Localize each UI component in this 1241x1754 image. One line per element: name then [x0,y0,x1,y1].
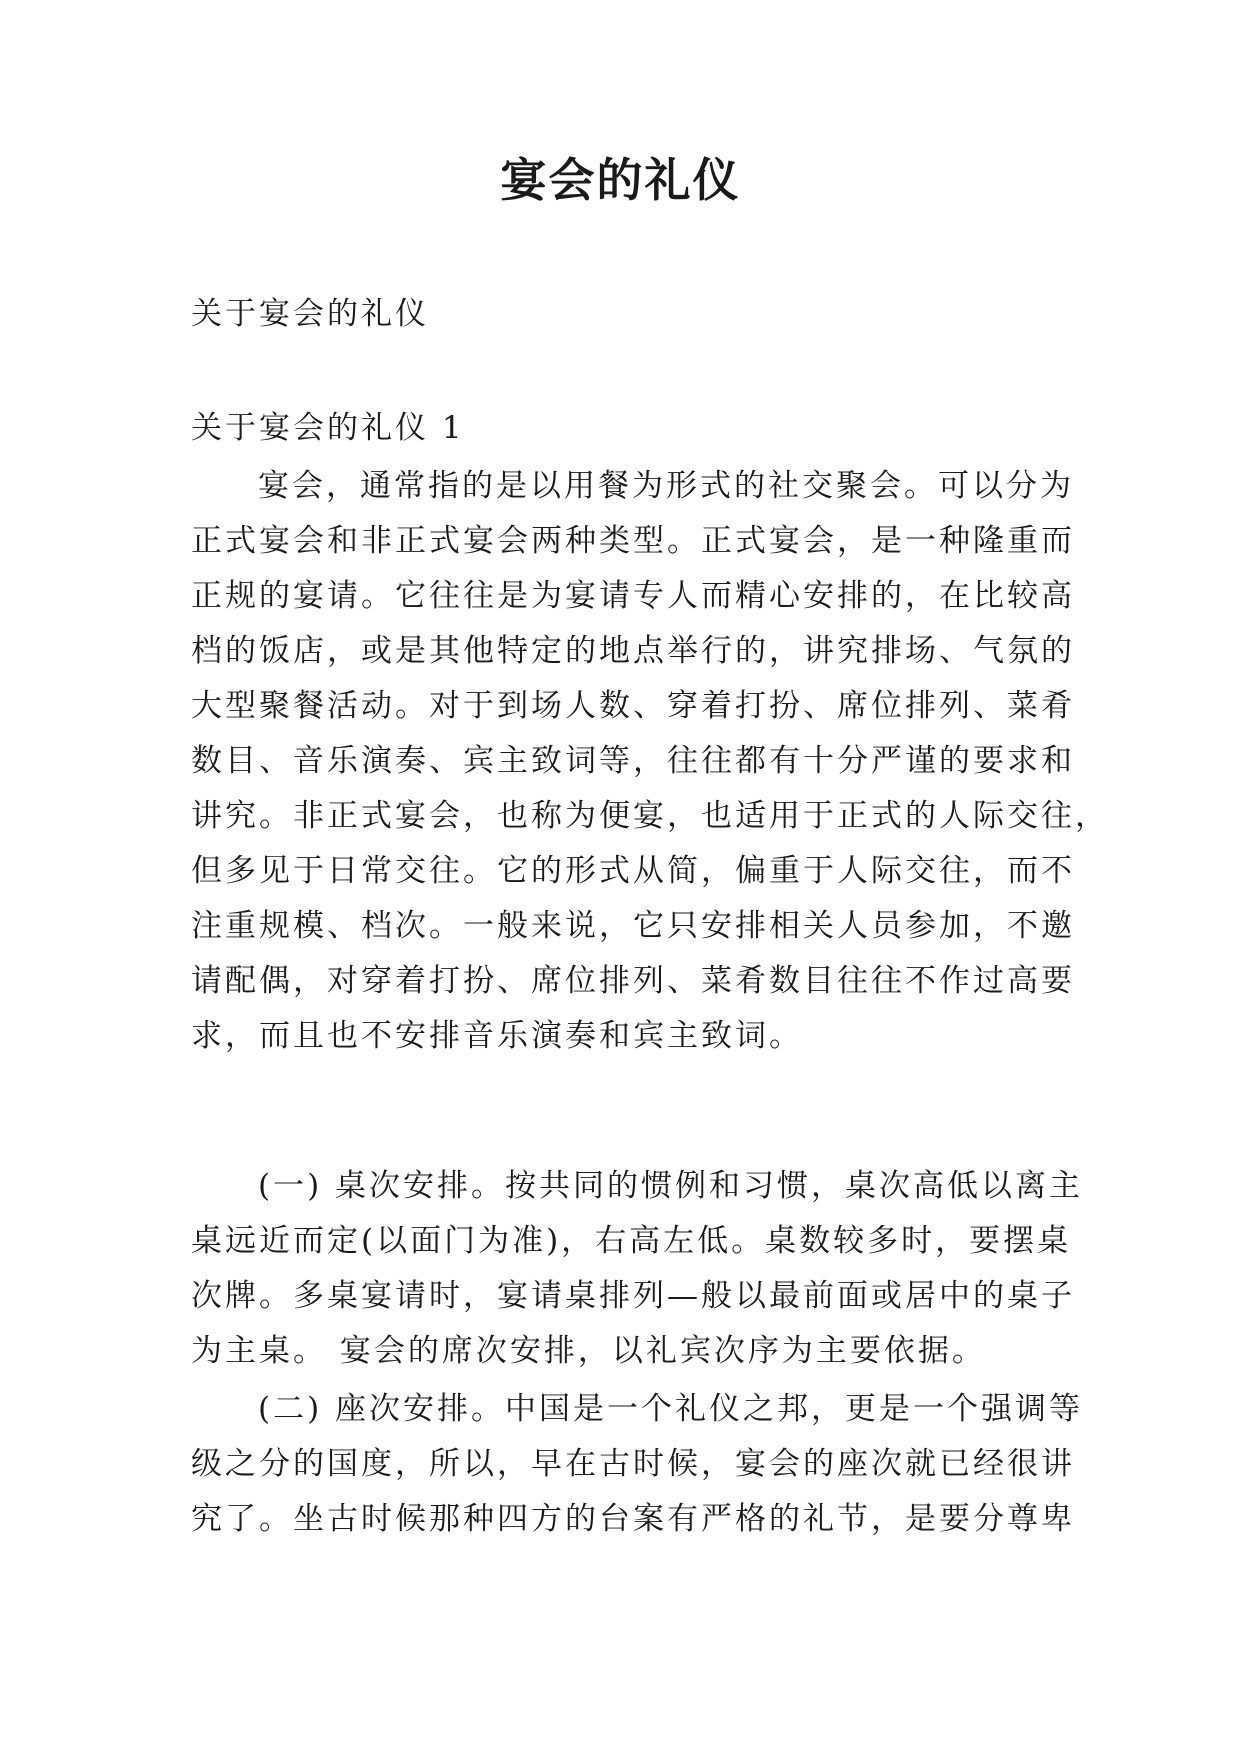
document-title: 宴会的礼仪 [500,153,741,207]
paragraph-line: 数目、音乐演奏、宾主致词等，往往都有十分严谨的要求和 [191,743,1075,779]
paragraph-line: 求，而且也不安排音乐演奏和宾主致词。 [191,1018,803,1054]
paragraph-line: 究了。坐古时候那种四方的台案有严格的礼节，是要分尊卑 [191,1501,1075,1537]
paragraph-line: 为主桌。 宴会的席次安排，以礼宾次序为主要依据。 [191,1333,986,1369]
paragraph-line: 大型聚餐活动。对于到场人数、穿着打扮、席位排列、菜肴 [191,688,1075,724]
document-subtitle: 关于宴会的礼仪 [191,296,429,332]
paragraph-line: 宴会，通常指的是以用餐为形式的社交聚会。可以分为 [258,468,1074,504]
section-heading: 关于宴会的礼仪 1 [191,410,465,446]
paragraph-line: 注重规模、档次。一般来说，它只安排相关人员参加，不邀 [191,908,1075,944]
paragraph-line: 请配偶，对穿着打扮、席位排列、菜肴数目往往不作过高要 [191,963,1075,999]
paragraph-line: 次牌。多桌宴请时，宴请桌排列—般以最前面或居中的桌子 [191,1278,1075,1314]
paragraph-line: 桌远近而定(以面门为准)，右高左低。桌数较多时，要摆桌 [191,1223,1072,1259]
paragraph-line: 但多见于日常交往。它的形式从简，偏重于人际交往，而不 [191,853,1075,889]
paragraph-line: 正式宴会和非正式宴会两种类型。正式宴会，是一种隆重而 [191,523,1075,559]
paragraph-line: 级之分的国度，所以，早在古时候，宴会的座次就已经很讲 [191,1446,1075,1482]
paragraph-line: (一) 桌次安排。按共同的惯例和习惯，桌次高低以离主 [258,1168,1084,1204]
paragraph-line: 讲究。非正式宴会，也称为便宴，也适用于正式的人际交往， [191,798,1109,834]
paragraph-line: 正规的宴请。它往往是为宴请专人而精心安排的，在比较高 [191,578,1075,614]
paragraph-line: 档的饭店，或是其他特定的地点举行的，讲究排场、气氛的 [191,633,1075,669]
paragraph-line: (二) 座次安排。中国是一个礼仪之邦，更是一个强调等 [258,1391,1084,1427]
